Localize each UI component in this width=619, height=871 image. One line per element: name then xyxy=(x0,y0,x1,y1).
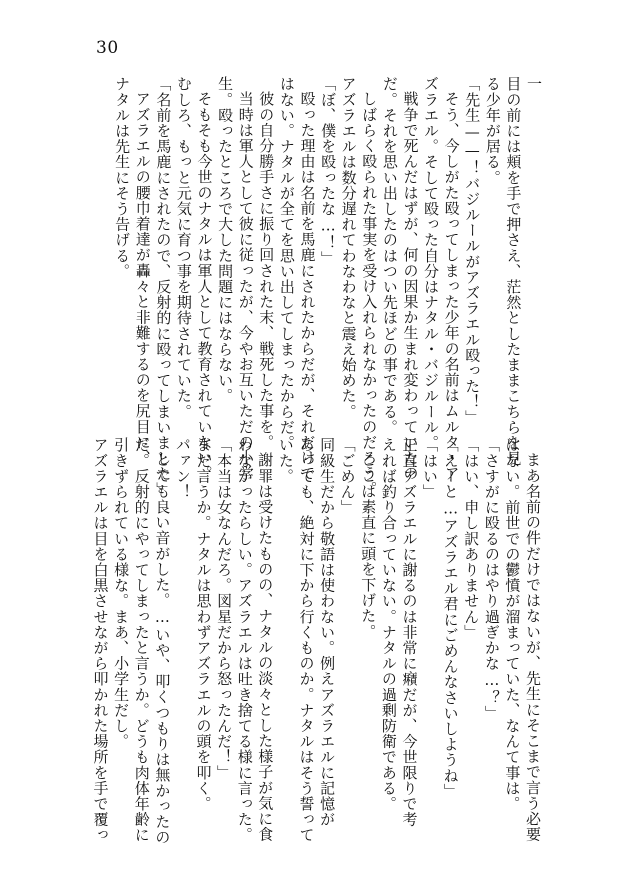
top-line: 「ぼ、僕を殴ったな…！」 xyxy=(319,76,338,267)
bottom-line: 同級生だから敬語は使わない。例えアズラエルに記憶が xyxy=(318,437,337,827)
top-line: 戦争で死んだはずが、何の因果か生まれ変わっていたの xyxy=(401,91,420,481)
bottom-line: あっても、絶対に下から行くものか。ナタルはそう誓って xyxy=(297,437,316,843)
bottom-line: 「はい」 xyxy=(421,437,440,500)
bottom-line: アズラエルは目を白黒させながら叩かれた場所を手で覆っ xyxy=(91,437,110,843)
top-line: アズラエルは数分遅れてわなわなと震え始めた。 xyxy=(339,76,358,420)
top-line: 一 xyxy=(525,76,543,92)
text-block-bottom xyxy=(83,437,543,845)
bottom-line: えれば釣り合っていない。ナタルの過剰防衛である。 xyxy=(379,437,398,812)
bottom-line: 「さすがに殴るのはやり過ぎかな…？」 xyxy=(482,437,501,721)
top-line: そう、今しがた殴ってしまった少年の名前はムルタ・ア xyxy=(442,91,461,481)
bottom-line: 「はい、申し訳ありません」 xyxy=(462,437,481,640)
bottom-line: まだ言うか。ナタルは思わずアズラエルの頭を叩く。 xyxy=(194,437,213,812)
top-line: 目の前には頬を手で押さえ、茫然としたままこちらを見 xyxy=(504,76,523,466)
bottom-line: パァン！ xyxy=(173,437,192,500)
bottom-line: わなかったらしい。アズラエルは吐き捨てる様に言った。 xyxy=(235,437,254,843)
bottom-line: 謝罪は受けたものの、ナタルの淡々とした様子が気に食 xyxy=(256,452,275,842)
bottom-line: ここは素直に頭を下げた。 xyxy=(359,452,378,640)
top-line: 殴った理由は名前を馬鹿にされたからだが、それだけで xyxy=(298,91,317,481)
page-number: 30 xyxy=(96,38,119,58)
top-line: アズラエルの腰巾着達が轟々と非難するのを尻目に、 xyxy=(133,91,152,466)
top-line: る少年が居る。 xyxy=(483,76,502,186)
bottom-line: まあ名前の件だけではないが、先生にそこまで言う必要 xyxy=(524,452,542,842)
top-line: だ。それを思い出したのはつい先ほどの事である。 xyxy=(380,76,399,435)
top-line: 「先生——！バジルールがアズラエル殴った！」 xyxy=(463,76,482,426)
top-line: しばらく殴られた事実を受け入れられなかったのだろう。 xyxy=(360,91,379,497)
top-line: ズラエル。そして殴った自分はナタル・バジルール。 xyxy=(422,76,441,451)
bottom-line: 「ごめん」 xyxy=(338,437,357,515)
bottom-line: だ。反射的にやってしまったと言うか。どうも肉体年齢に xyxy=(132,437,151,843)
bottom-line: 「本当は女なんだろ。図星だから怒ったんだ！」 xyxy=(215,437,234,781)
top-line: 彼の自分勝手さに振り回された末、戦死した事を。 xyxy=(257,91,276,450)
bottom-line: 正直アズラエルに謝るのは非常に癪だが、今世限りで考 xyxy=(400,437,419,827)
top-line: 当時は軍人として彼に従ったが、今やお互いただの小学 xyxy=(236,91,255,481)
top-line: ナタルは先生にそう告げる。 xyxy=(113,76,132,279)
top-line: そもそも今世のナタルは軍人として教育されていない。 xyxy=(195,91,214,481)
bottom-line: 「えーと…アズラエル君にごめんなさいしようね」 xyxy=(441,437,460,799)
top-line: むしろ、もっと元気に育つ事を期待されていた。 xyxy=(174,76,193,420)
bottom-line: いた。 xyxy=(276,437,295,484)
bottom-line: はない。前世での鬱憤が溜まっていた、なんて事は。 xyxy=(503,437,522,812)
bottom-line: とても良い音がした。…いや、叩くつもりは無かったの xyxy=(153,452,172,845)
top-line: 生。殴ったところで大した問題にはならない。 xyxy=(216,76,235,404)
top-line: 「名前を馬鹿にされたので、反射的に殴ってしまいました」 xyxy=(154,76,173,498)
top-line: はない。ナタルが全てを思い出してしまったからだ。 xyxy=(277,76,296,451)
bottom-line: 引きずられている様な。まあ、小学生だし。 xyxy=(112,437,131,749)
